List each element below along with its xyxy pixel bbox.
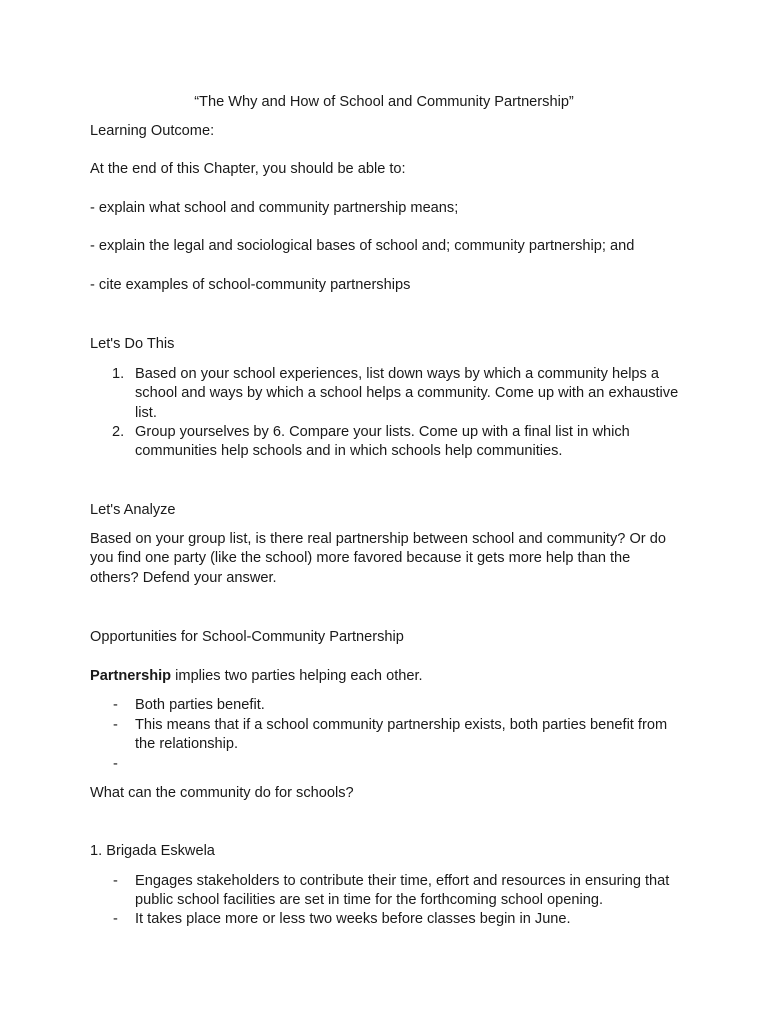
community-question: What can the community do for schools? <box>90 785 354 801</box>
bullet-dash: - <box>113 717 118 733</box>
list-marker: 1. <box>112 366 125 382</box>
document-title: “The Why and How of School and Community Partnership” <box>194 94 574 110</box>
learning-outcome-intro: At the end of this Chapter, you should be able to: <box>90 161 406 177</box>
lets-analyze-paragraph <box>90 530 690 588</box>
lets-do-this-heading: Let's Do This <box>90 336 175 352</box>
brigada-heading: 1. Brigada Eskwela <box>90 843 215 859</box>
bullet-dash: - <box>113 756 118 772</box>
list-item <box>90 423 690 462</box>
bullet-dash: - <box>113 911 118 927</box>
bullet-dash: - <box>113 697 118 713</box>
list-item <box>90 365 690 423</box>
lets-analyze-heading: Let's Analyze <box>90 502 176 518</box>
bullet-dash: - <box>113 873 118 889</box>
lets-analyze-text: Based on your group list, is there real partnership between school and community? Or do you find one party (like the school) more favored because it gets more help than the others? Defend your answer. <box>90 531 666 586</box>
learning-outcome-heading: Learning Outcome: <box>90 123 215 139</box>
list-item <box>90 716 690 755</box>
list-item-text: Based on your school experiences, list down ways by which a community helps a school and ways by which a school helps a community. Come up with an exhaustive list. <box>135 366 679 421</box>
list-item-text: Engages stakeholders to contribute their time, effort and resources in ensuring that public school facilities are set in time for the forthcoming school opening. <box>135 873 670 909</box>
objective-3: - cite examples of school-community partnerships <box>90 277 411 293</box>
partnership-definition-rest: implies two parties helping each other. <box>171 668 423 684</box>
list-item-text: Both parties benefit. <box>135 697 265 713</box>
list-item <box>90 872 690 911</box>
list-item <box>90 696 690 715</box>
partnership-definition <box>90 667 690 686</box>
list-item-text: It takes place more or less two weeks before classes begin in June. <box>135 911 571 927</box>
list-item <box>90 910 690 929</box>
partnership-term: Partnership <box>90 668 172 684</box>
list-item-text: This means that if a school community partnership exists, both parties benefit from the relationship. <box>135 717 668 753</box>
opportunities-heading: Opportunities for School-Community Partnership <box>90 629 404 645</box>
list-item-text: Group yourselves by 6. Compare your lists. Come up with a final list in which communities help schools and in which schools help communities. <box>135 424 630 460</box>
objective-1: - explain what school and community partnership means; <box>90 200 459 216</box>
list-marker: 2. <box>112 424 125 440</box>
objective-2: - explain the legal and sociological bases of school and; community partnership; and <box>90 238 635 254</box>
